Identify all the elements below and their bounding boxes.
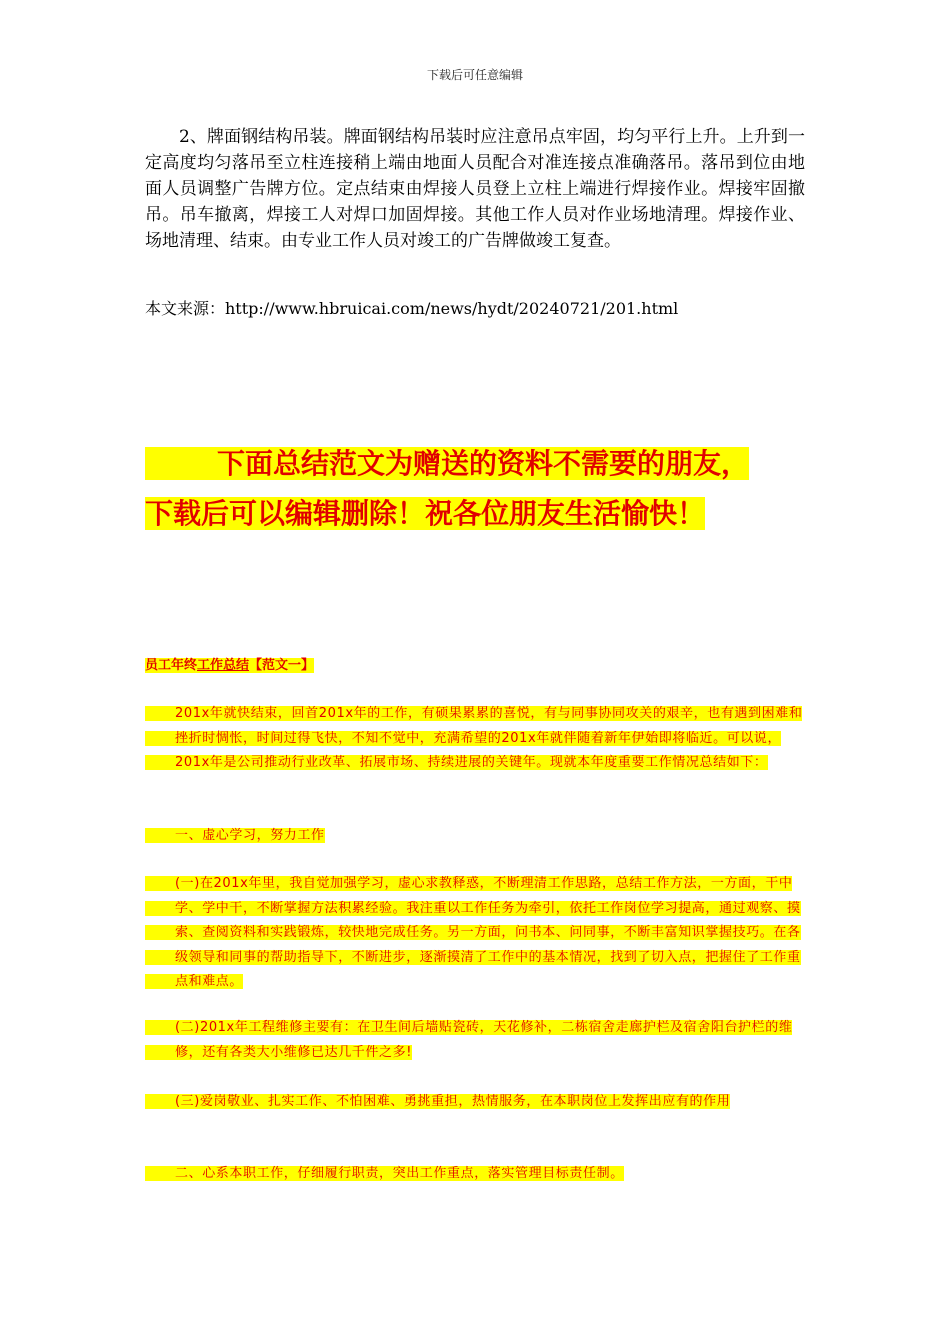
page-header: 下载后可任意编辑 [426, 68, 523, 82]
summary-paragraph-1-text: 201x年就快结束，回首201x年的工作，有硕果累累的喜悦，有与同事协同攻关的艰辛，也有遇到困难和挫折时惆怅，时间过得飞快，不知不觉中，充满希望的201x年就伴随着新年伊始即将临近。可以说，201x年是公司推动行业改革、拓展市场、持续进展的关键年。现就本年度重要工作情况总结如下： [145, 706, 802, 770]
summary-heading-2-text: 二、心系本职工作，仔细履行职责，突出工作重点，落实管理目标责任制。 [145, 1166, 624, 1181]
summary-paragraph-3 [145, 1016, 805, 1065]
summary-paragraph-1 [145, 702, 805, 776]
summary-paragraph-4-text: (三)爱岗敬业、扎实工作、不怕困难、勇挑重担，热情服务，在本职岗位上发挥出应有的作用 [145, 1094, 730, 1109]
promo-line-2 [145, 494, 805, 534]
promo-line-1 [145, 444, 805, 484]
summary-heading-1 [145, 824, 805, 849]
promo-line-2-text: 下载后可以编辑删除！祝各位朋友生活愉快！ [145, 497, 706, 530]
summary-paragraph-4 [145, 1090, 805, 1115]
summary-paragraph-2 [145, 872, 805, 995]
intro-paragraph: 2、牌面钢结构吊装。牌面钢结构吊装时应注意吊点牢固，均匀平行上升。上升到一定高度均匀落吊至立柱连接稍上端由地面人员配合对准连接点准确落吊。落吊到位由地面人员调整广告牌方位。定点结束由焊接人员登上立柱上端进行焊接作业。焊接牢固撤吊。吊车撤离，焊接工人对焊口加固焊接。其他工作人员对作业场地清理。焊接作业、场地清理、结束。由专业工作人员对竣工的广告牌做竣工复查。 [145, 127, 805, 251]
promo-line-1-text: 下面总结范文为赠送的资料不需要的朋友， [145, 447, 749, 480]
summary-title [145, 657, 805, 675]
summary-title-link[interactable]: 工作总结 [197, 658, 250, 673]
summary-title-prefix: 员工年终 [145, 658, 198, 673]
summary-heading-1-text: 一、虚心学习，努力工作 [145, 828, 325, 843]
summary-paragraph-3-text: (二)201x年工程维修主要有：在卫生间后墙贴瓷砖，天花修补，二栋宿舍走廊护栏及宿舍阳台护栏的维修，还有各类大小维修已达几千件之多! [145, 1020, 792, 1060]
summary-heading-2 [145, 1162, 805, 1187]
summary-paragraph-2-text: (一)在201x年里，我自觉加强学习，虚心求教释惑，不断理清工作思路，总结工作方法，一方面，干中学、学中干，不断掌握方法积累经验。我注重以工作任务为牵引，依托工作岗位学习提高，通过观察、摸索、查阅资料和实践锻炼，较快地完成任务。另一方面，问书本、问同事，不断丰富知识掌握技巧。在各级领导和同事的帮助指导下，不断进步，逐渐摸清了工作中的基本情况，找到了切入点，把握住了工作重点和难点。 [145, 876, 801, 989]
summary-title-suffix: 【范文一】 [249, 658, 315, 673]
source-line: 本文来源：http://www.hbruicai.com/news/hydt/20240721/201.html [145, 299, 679, 318]
